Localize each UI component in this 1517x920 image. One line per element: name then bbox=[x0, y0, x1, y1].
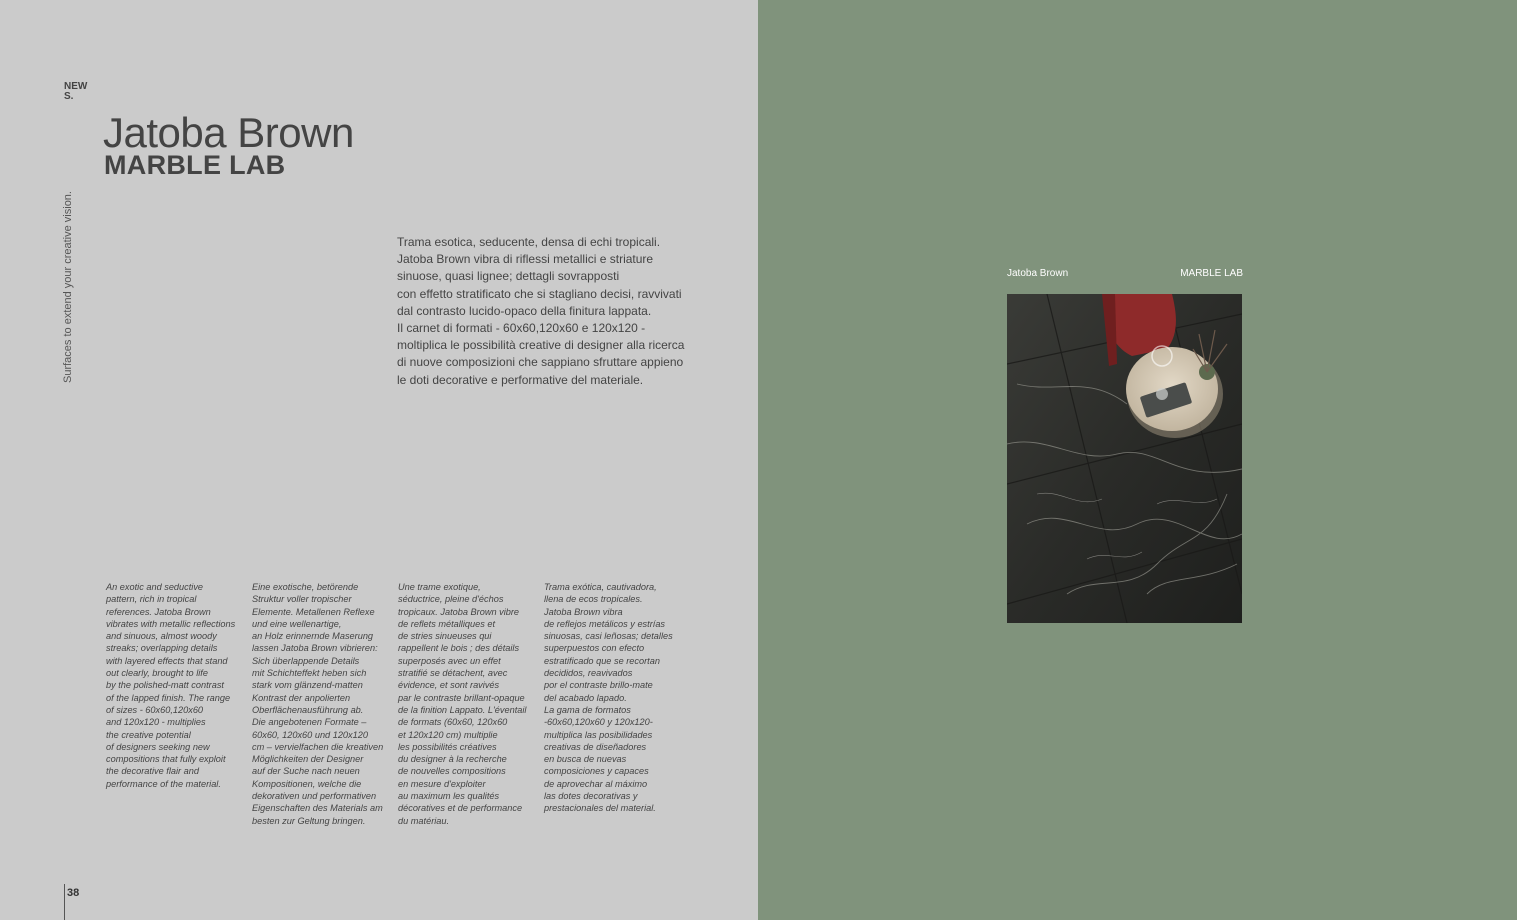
column-line: by the polished-matt contrast bbox=[106, 680, 224, 691]
vertical-tagline: Surfaces to extend your creative vision. bbox=[62, 191, 74, 383]
page-rule bbox=[64, 884, 65, 920]
column-line: multiplica las posibilidades bbox=[544, 729, 653, 740]
column-line: Eine exotische, betörende bbox=[252, 582, 359, 592]
photo-caption-name: Jatoba Brown bbox=[1007, 268, 1069, 279]
column-line: streaks; overlapping details bbox=[106, 643, 218, 654]
column-line: de la finition Lappato. L'éventail bbox=[398, 704, 527, 715]
column-line: Oberflächenausführung ab. bbox=[252, 704, 364, 715]
column-line: decididos, reavivados bbox=[544, 668, 633, 679]
column-line: Elemente. Metallenen Reflexe bbox=[252, 606, 375, 617]
column-line: of designers seeking new bbox=[106, 741, 210, 752]
column-line: Möglichkeiten der Designer bbox=[252, 754, 364, 765]
column-line: en busca de nuevas bbox=[544, 754, 627, 765]
column-line: de aprovechar al máximo bbox=[544, 778, 648, 789]
glass-small bbox=[1156, 388, 1168, 400]
column-line: par le contraste brillant-opaque bbox=[398, 692, 525, 703]
column-line: estratificado que se recortan bbox=[544, 655, 660, 666]
column-line: Jatoba Brown vibra bbox=[544, 606, 623, 617]
news-mark bbox=[64, 82, 87, 102]
column-line: composiciones y capaces bbox=[544, 766, 649, 777]
column-line: prestacionales del material. bbox=[544, 803, 656, 814]
column-line: -60x60,120x60 y 120x120- bbox=[544, 717, 653, 728]
column-line: évidence, et sont ravivés bbox=[398, 680, 500, 691]
page-subtitle: MARBLE LAB bbox=[104, 150, 286, 180]
column-line: tropicaux. Jatoba Brown vibre bbox=[398, 606, 520, 617]
column-line: du matériau. bbox=[398, 815, 450, 826]
column-line: creativas de diseñadores bbox=[544, 741, 647, 752]
column-line: de stries sinueuses qui bbox=[398, 631, 492, 642]
intro-line: sinuose, quasi lignee; dettagli sovrapposti bbox=[397, 269, 620, 284]
column-line: en mesure d'exploiter bbox=[398, 778, 486, 789]
column-line: cm – vervielfachen die kreativen bbox=[252, 741, 384, 752]
column-line: Struktur voller tropischer bbox=[252, 594, 352, 605]
column-line: de reflets métalliques et bbox=[398, 618, 496, 629]
column-line: Une trame exotique, bbox=[398, 582, 481, 592]
column-line: stark vom glänzend-matten bbox=[252, 680, 363, 691]
column-line: rappellent le bois ; des détails bbox=[398, 643, 520, 654]
column-line: Kompositionen, welche die bbox=[252, 778, 362, 789]
column-line: stratifié se détachent, avec bbox=[398, 668, 508, 679]
text-column-spanish bbox=[544, 581, 684, 815]
column-line: Kontrast der anpolierten bbox=[252, 692, 351, 703]
column-line: por el contraste brillo-mate bbox=[544, 680, 653, 691]
column-line: las dotes decorativas y bbox=[544, 791, 638, 802]
column-line: de formats (60x60, 120x60 bbox=[398, 717, 508, 728]
column-line: sinuosas, casi leñosas; detalles bbox=[544, 631, 673, 642]
column-line: and sinuous, almost woody bbox=[106, 631, 217, 642]
column-line: references. Jatoba Brown bbox=[106, 606, 211, 617]
intro-paragraph bbox=[397, 234, 687, 389]
news-mark-line1: NEW bbox=[64, 81, 88, 92]
column-line: llena de ecos tropicales. bbox=[544, 594, 643, 605]
column-line: décoratives et de performance bbox=[398, 803, 523, 814]
column-line: séductrice, pleine d'échos bbox=[398, 594, 504, 605]
column-line: compositions that fully exploit bbox=[106, 754, 226, 765]
column-line: de nouvelles compositions bbox=[398, 766, 506, 777]
column-line: La gama de formatos bbox=[544, 704, 631, 715]
column-line: vibrates with metallic reflections bbox=[106, 618, 236, 629]
column-line: Eigenschaften des Materials am bbox=[252, 803, 383, 814]
column-line: pattern, rich in tropical bbox=[106, 594, 197, 605]
column-line: 60x60, 120x60 und 120x120 bbox=[252, 729, 368, 740]
column-line: Trama exótica, cautivadora, bbox=[544, 582, 657, 592]
column-line: de reflejos metálicos y estrías bbox=[544, 618, 666, 629]
column-line: Sich überlappende Details bbox=[252, 655, 360, 666]
column-line: und eine wellenartige, bbox=[252, 618, 342, 629]
intro-line: dal contrasto lucido-opaco della finitura lappata. bbox=[397, 303, 652, 318]
intro-line: Trama esotica, seducente, densa di echi tropicali. bbox=[397, 235, 661, 249]
column-line: superposés avec un effet bbox=[398, 655, 501, 666]
column-line: mit Schichteffekt heben sich bbox=[252, 668, 367, 679]
column-line: an Holz erinnernde Maserung bbox=[252, 631, 374, 642]
column-line: with layered effects that stand bbox=[106, 655, 228, 666]
product-photo-illustration bbox=[1007, 294, 1242, 623]
column-line: lassen Jatoba Brown vibrieren: bbox=[252, 643, 378, 654]
news-mark-line2: S. bbox=[64, 91, 74, 102]
column-line: and 120x120 - multiplies bbox=[106, 717, 206, 728]
column-line: et 120x120 cm) multiplie bbox=[398, 729, 498, 740]
column-line: of the lapped finish. The range bbox=[106, 692, 231, 703]
text-column-german bbox=[252, 581, 392, 827]
page-title: Jatoba Brown bbox=[103, 109, 354, 156]
photo-caption-series: MARBLE LAB bbox=[1180, 268, 1243, 279]
intro-line: con effetto stratificato che si stagliano decisi, ravvivati bbox=[397, 286, 682, 301]
column-line: au maximum les qualités bbox=[398, 791, 500, 802]
column-line: of sizes - 60x60,120x60 bbox=[106, 704, 204, 715]
column-line: les possibilités créatives bbox=[398, 741, 497, 752]
column-line: Die angebotenen Formate – bbox=[252, 717, 367, 728]
product-photo bbox=[1007, 294, 1242, 623]
column-line: superpuestos con efecto bbox=[544, 643, 645, 654]
column-line: del acabado lapado. bbox=[544, 692, 627, 703]
intro-line: Il carnet di formati - 60x60,120x60 e 120x120 - bbox=[397, 321, 646, 336]
text-column-french bbox=[398, 581, 538, 827]
intro-line: le doti decorative e performative del materiale. bbox=[397, 372, 644, 387]
column-line: dekorativen und performativen bbox=[252, 791, 377, 802]
page-number: 38 bbox=[67, 887, 80, 899]
intro-line: di nuove composizioni che sappiano sfruttare appieno bbox=[397, 355, 684, 370]
column-line: the creative potential bbox=[106, 729, 191, 740]
column-line: the decorative flair and bbox=[106, 766, 199, 777]
intro-line: moltiplica le possibilità creative di designer alla ricerca bbox=[397, 338, 685, 353]
column-line: out clearly, brought to life bbox=[106, 668, 208, 679]
column-line: besten zur Geltung bringen. bbox=[252, 815, 366, 826]
column-line: performance of the material. bbox=[106, 778, 221, 789]
text-column-english bbox=[106, 581, 246, 790]
column-line: An exotic and seductive bbox=[106, 582, 204, 592]
column-line: du designer à la recherche bbox=[398, 754, 507, 765]
intro-line: Jatoba Brown vibra di riflessi metallici e striature bbox=[397, 252, 654, 267]
column-line: auf der Suche nach neuen bbox=[252, 766, 360, 777]
